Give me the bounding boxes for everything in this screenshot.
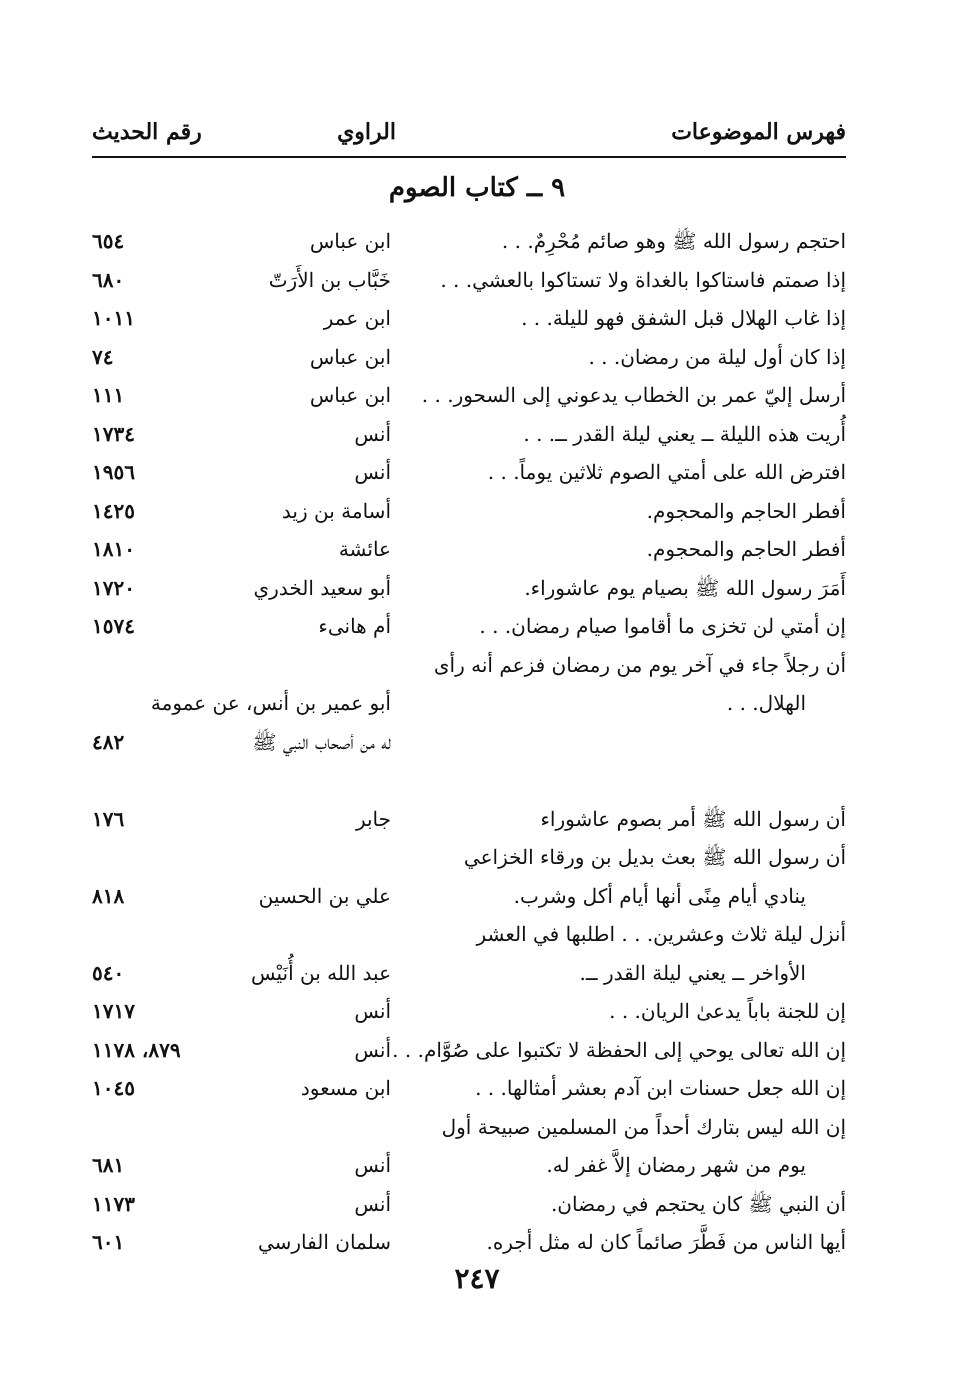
hadith-number: ١٠١١ <box>92 306 135 330</box>
hadith-number: ١٧٦ <box>92 806 125 831</box>
header-divider <box>92 156 846 158</box>
index-row <box>92 954 846 993</box>
hadith-number: ١٥٧٤ <box>92 614 135 638</box>
index-row <box>92 684 846 723</box>
hadith-narrator: أم هانىء <box>318 614 391 638</box>
hadith-topic: أُريت هذه الليلة ــ يعني ليلة القدر ــ. . . <box>523 421 846 446</box>
hadith-topic: أن رسول الله ﷺ بعث بديل بن ورقاء الخزاعي <box>463 845 846 869</box>
hadith-narrator: ابن عباس <box>309 383 391 407</box>
index-row <box>92 1108 846 1147</box>
hadith-number: ١٨١٠ <box>92 537 135 561</box>
hadith-number: ١٧٢٠ <box>92 575 135 600</box>
index-row <box>92 261 846 300</box>
index-row <box>92 723 846 762</box>
narrator-column-heading: الراوي <box>337 119 396 145</box>
index-row <box>92 607 846 646</box>
index-row <box>92 1146 846 1185</box>
hadith-topic: يوم من شهر رمضان إلاَّ غفر له. <box>546 1153 806 1177</box>
index-row <box>92 376 846 415</box>
hadith-number: ١١١ <box>92 383 125 407</box>
hadith-number: ٦٥٤ <box>92 229 125 253</box>
hadith-narrator: علي بن الحسين <box>258 883 391 908</box>
hadith-topic: إن الله تعالى يوحي إلى الحفظة لا تكتبوا على صُوَّام. . . <box>392 1037 846 1062</box>
hadith-narrator: أنس <box>354 460 391 484</box>
hadith-number: ٦٨١ <box>92 1153 125 1177</box>
hadith-number: ٥٤٠ <box>92 960 125 985</box>
index-row <box>92 338 846 377</box>
hadith-number: ١٧١٧ <box>92 999 135 1023</box>
hadith-narrator: أنس <box>354 1037 391 1062</box>
index-row <box>92 915 846 954</box>
hadith-topic: الهلال. . . <box>726 691 806 715</box>
index-row <box>92 1185 846 1224</box>
hadith-topic: أن رسول الله ﷺ أمر بصوم عاشوراء <box>540 806 846 831</box>
index-row <box>92 877 846 916</box>
hadith-topic: أفطر الحاجم والمحجوم. <box>646 537 846 561</box>
index-row <box>92 1069 846 1108</box>
hadith-number: ٤٨٢ <box>92 729 125 754</box>
hadith-topic: أيها الناس من فَطَّرَ صائماً كان له مثل أجره. <box>486 1230 846 1254</box>
hadith-topic: إن للجنة باباً يدعىٰ الريان. . . <box>609 999 846 1023</box>
hadith-narrator: أبو عمير بن أنس، عن عمومة <box>150 691 391 715</box>
section-title: ٩ ــ كتاب الصوم <box>388 173 566 203</box>
hadith-topic: إن الله جعل حسنات ابن آدم بعشر أمثالها. . . <box>475 1076 846 1100</box>
hadith-number: ١١٧٣ <box>92 1191 135 1216</box>
hadith-topic: أفطر الحاجم والمحجوم. <box>646 498 846 523</box>
number-column-heading: رقم الحديث <box>92 119 202 145</box>
index-row <box>92 415 846 454</box>
hadith-narrator: أبو سعيد الخدري <box>253 575 391 600</box>
hadith-topic: افترض الله على أمتي الصوم ثلاثين يوماً. . . <box>487 460 846 484</box>
hadith-narrator: له من أصحاب النبي ﷺ <box>252 729 391 754</box>
hadith-narrator: أسامة بن زيد <box>281 498 391 523</box>
index-row <box>92 838 846 877</box>
hadith-narrator: عبد الله بن أُنَيْس <box>251 960 391 985</box>
index-title: فهرس الموضوعات <box>671 119 846 145</box>
hadith-narrator: أنس <box>354 1191 391 1216</box>
index-row <box>92 761 846 800</box>
hadith-narrator: ابن عباس <box>309 229 391 253</box>
hadith-narrator: ابن مسعود <box>300 1076 391 1100</box>
hadith-topic: أن النبي ﷺ كان يحتجم في رمضان. <box>550 1191 846 1216</box>
hadith-number: ١٩٥٦ <box>92 460 135 484</box>
hadith-narrator: ابن عباس <box>309 344 391 369</box>
index-row <box>92 222 846 261</box>
hadith-topic: أَمَرَ رسول الله ﷺ بصيام يوم عاشوراء. <box>524 575 846 600</box>
index-row <box>92 453 846 492</box>
hadith-topic: الأواخر ــ يعني ليلة القدر ــ. <box>579 960 806 985</box>
page-number: ٢٤٧ <box>454 1262 500 1295</box>
hadith-number: ١٤٢٥ <box>92 498 135 523</box>
hadith-narrator: خَبَّاب بن الأَرَتّ <box>268 267 391 292</box>
hadith-topic: إذا كان أول ليلة من رمضان. . . <box>588 344 846 369</box>
hadith-topic: إن الله ليس بتارك أحداً من المسلمين صبيحة أول <box>441 1114 846 1139</box>
index-row <box>92 800 846 839</box>
index-row <box>92 299 846 338</box>
hadith-topic: احتجم رسول الله ﷺ وهو صائم مُحْرِمٌ. . . <box>501 229 846 253</box>
index-row <box>92 1223 846 1262</box>
hadith-narrator: عائشة <box>338 537 391 561</box>
index-row <box>92 492 846 531</box>
hadith-topic: أنزل ليلة ثلاث وعشرين. . . اطلبها في العشر <box>476 922 846 946</box>
hadith-narrator: سلمان الفارسي <box>257 1230 391 1254</box>
hadith-narrator: ابن عمر <box>323 306 391 330</box>
hadith-number: ١٠٤٥ <box>92 1076 135 1100</box>
index-row <box>92 530 846 569</box>
index-row <box>92 569 846 608</box>
hadith-narrator: جابر <box>355 806 391 831</box>
hadith-number: ٧٤ <box>92 344 114 369</box>
hadith-topic: إذا صمتم فاستاكوا بالغداة ولا تستاكوا بالعشي. . . <box>440 267 846 292</box>
hadith-number: ٦٠١ <box>92 1230 125 1254</box>
hadith-number: ١٧٣٤ <box>92 421 135 446</box>
index-row <box>92 992 846 1031</box>
hadith-topic: إذا غاب الهلال قبل الشفق فهو لليلة. . . <box>521 306 846 330</box>
hadith-narrator: أنس <box>354 421 391 446</box>
index-row <box>92 1031 846 1070</box>
hadith-number: ٦٨٠ <box>92 267 125 292</box>
hadith-number: ٨٧٩، ١١٧٨ <box>92 1037 181 1062</box>
hadith-topic: إن أمتي لن تخزى ما أقاموا صيام رمضان. . . <box>479 614 846 638</box>
hadith-topic: ينادي أيام مِنًى أنها أيام أكل وشرب. <box>513 883 806 908</box>
hadith-narrator: أنس <box>354 1153 391 1177</box>
hadith-topic: أرسل إليّ عمر بن الخطاب يدعوني إلى السحور. . . <box>421 383 846 407</box>
page-header <box>92 112 846 152</box>
hadith-narrator: أنس <box>354 999 391 1023</box>
hadith-topic: أن رجلاً جاء في آخر يوم من رمضان فزعم أنه رأى <box>433 652 846 677</box>
index-row <box>92 646 846 685</box>
hadith-number: ٨١٨ <box>92 883 125 908</box>
